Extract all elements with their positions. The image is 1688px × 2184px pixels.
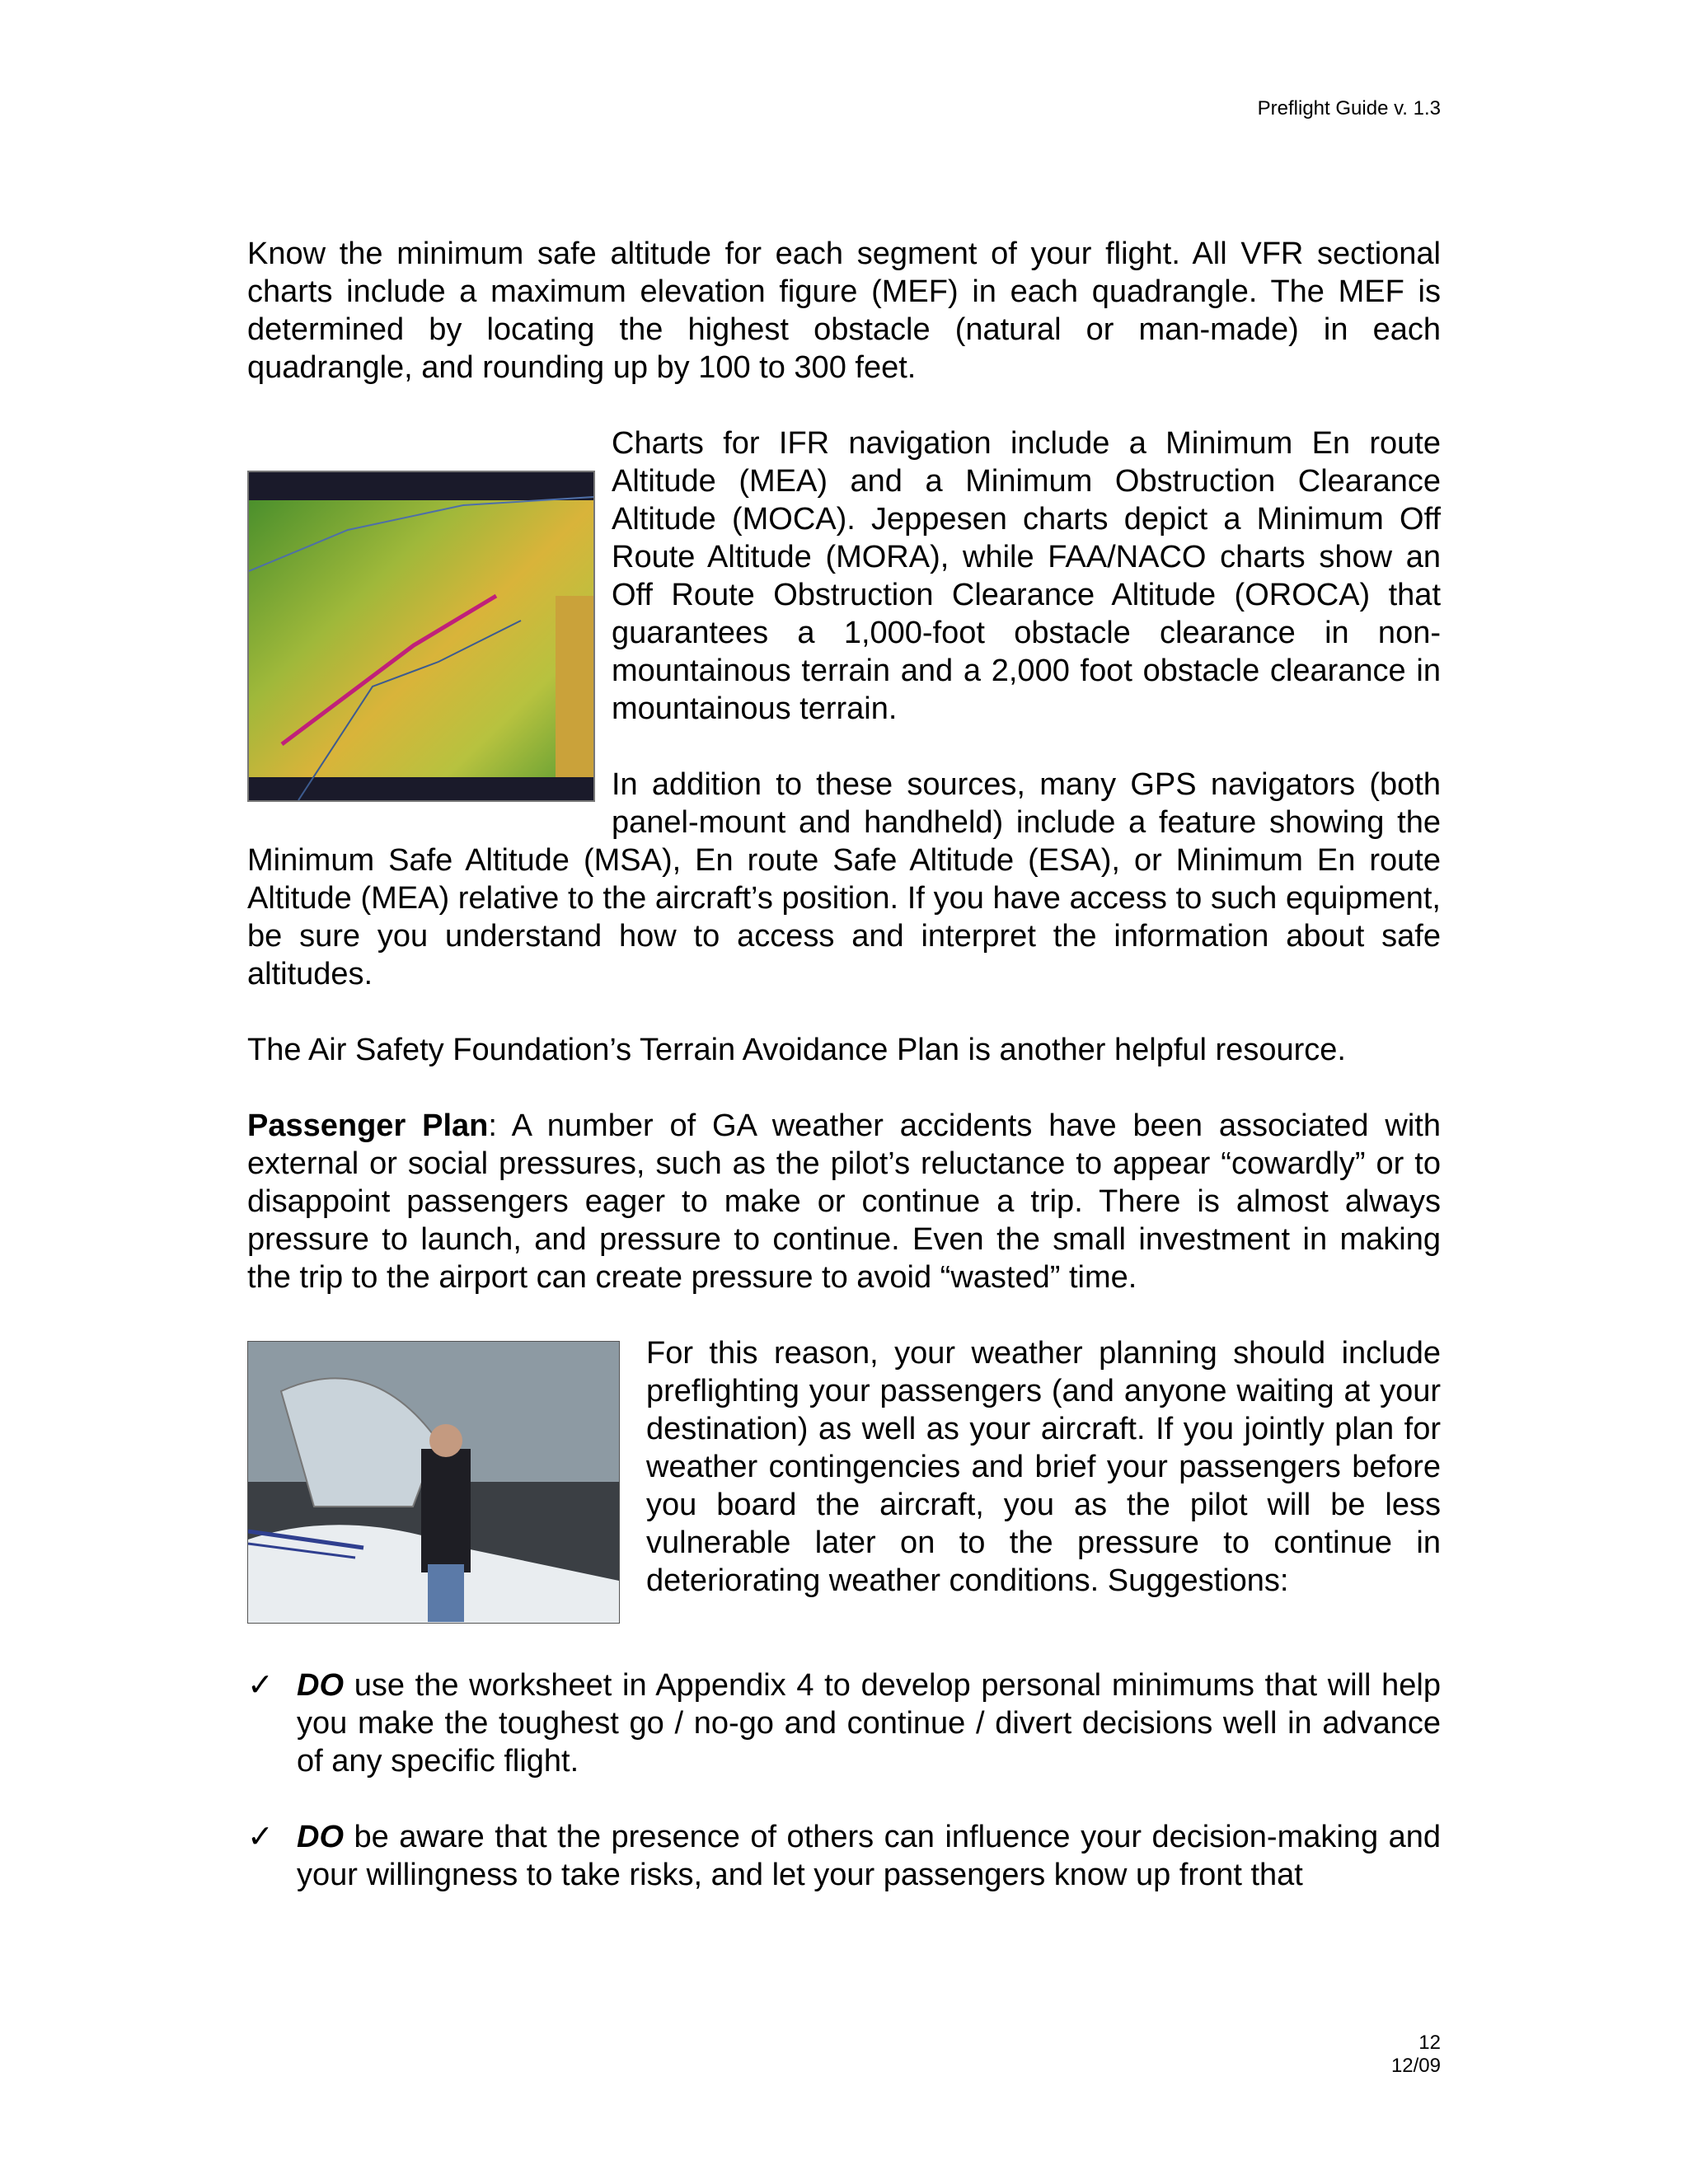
pilot-photo <box>247 1341 620 1624</box>
list-item <box>247 1666 1441 1780</box>
paragraph-passenger-plan <box>247 1107 1441 1296</box>
list-item <box>247 1818 1441 1894</box>
paragraph-asf-resource: The Air Safety Foundation’s Terrain Avoidance Plan is another helpful resource. <box>247 1033 1346 1067</box>
do-label: DO <box>297 1820 344 1854</box>
do-label: DO <box>297 1668 344 1703</box>
list-item-text: use the worksheet in Appendix 4 to develop personal minimums that will help you make the toughest go / no-go and continue / divert decisions well in advance of any specific flight. <box>297 1668 1441 1779</box>
checkmark-icon: ✓ <box>247 1820 274 1854</box>
paragraph-msa: Know the minimum safe altitude for each segment of your flight. All VFR sectional charts include a maximum elevation figure (MEF) in each quadrangle. The MEF is determined by locating the highest obstacle (natural or man-made) in each quadrangle, and rounding up by 100 to 300 feet. <box>247 237 1441 385</box>
terrain-map-icon <box>249 472 593 800</box>
suggestions-list <box>247 1666 1441 1894</box>
checkmark-icon: ✓ <box>247 1668 274 1703</box>
paragraph-preflight-passengers: For this reason, your weather planning should include preflighting your passengers (and anyone waiting at your destination) as well as your aircraft. If you jointly plan for weather contingencies and brief your passengers before you board the aircraft, you as the pilot will be less vulnerable later on to the pressure to continue in deteriorating weather conditions. Suggestions: <box>646 1336 1441 1598</box>
page-footer <box>1391 2032 1441 2078</box>
passenger-plan-text: : A number of GA weather accidents have been associated with external or social pressures, such as the pilot’s reluctance to appear “cowardly” or to disappoint passengers eager to make or continue a trip. There is almost always pressure to launch, and pressure to continue. Even the small investment in making the trip to the airport can create pressure to avoid “wasted” time. <box>247 1108 1441 1295</box>
page-number: 12 <box>1418 2032 1441 2054</box>
body-text <box>247 235 1441 1894</box>
map-image <box>247 471 595 802</box>
pilot-aircraft-photo-icon <box>248 1342 619 1623</box>
paragraph-ifr-text: Charts for IFR navigation include a Minimum En route Altitude (MEA) and a Minimum Obstruction Clearance Altitude (MOCA). Jeppesen charts depict a Minimum Off Route Altitude (MORA), while FAA/NACO charts show an Off Route Obstruction Clearance Altitude (OROCA) that guarantees a 1,000-foot obstacle clearance in non-mountainous terrain and a 2,000 foot obstacle clearance in mountainous terrain. <box>612 426 1441 726</box>
list-item-text: be aware that the presence of others can influence your decision-making and your willingness to take risks, and let your passengers know up front that <box>297 1820 1441 1892</box>
paragraph-ifr-charts <box>247 424 1441 728</box>
paragraph-gps: In addition to these sources, many GPS navigators (both panel-mount and handheld) include a feature showing the Minimum Safe Altitude (MSA), En route Safe Altitude (ESA), or Minimum En route Altitude (MEA) relative to the aircraft’s position. If you have access to such equipment, be sure you understand how to access and interpret the information about safe altitudes. <box>247 767 1441 991</box>
passenger-section <box>247 1334 1441 1629</box>
running-header: Preflight Guide v. 1.3 <box>1257 97 1441 120</box>
revision-date: 12/09 <box>1390 2055 1441 2077</box>
ifr-section <box>247 424 1441 993</box>
passenger-plan-heading: Passenger Plan <box>247 1108 489 1143</box>
